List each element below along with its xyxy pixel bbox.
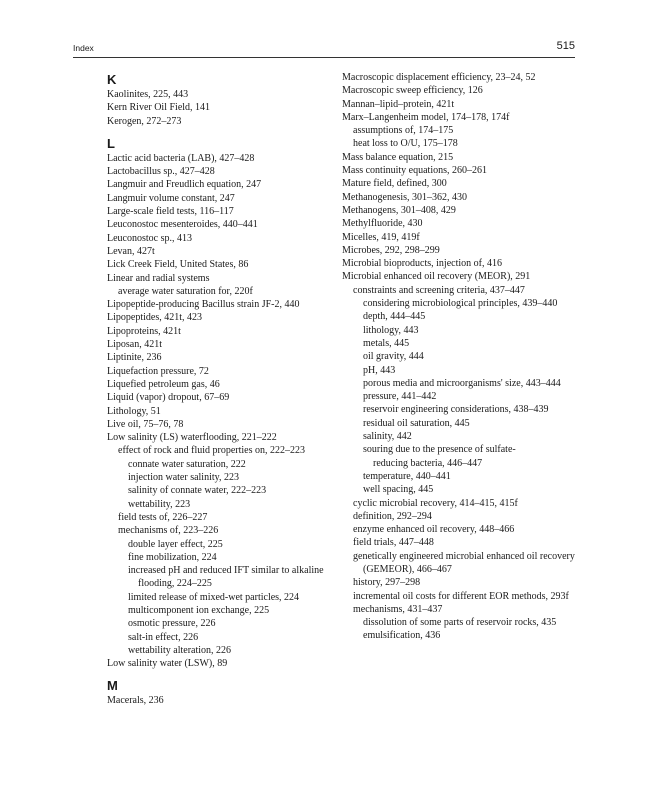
index-entry: Kern River Oil Field, 141 bbox=[107, 102, 211, 114]
index-entry: Leuconostoc mesenteroides, 440–441 bbox=[107, 219, 258, 231]
index-subentry: osmotic pressure, 226 bbox=[128, 618, 216, 630]
index-subentry: effect of rock and fluid properties on, 222–223 bbox=[118, 445, 305, 457]
running-head bbox=[73, 40, 575, 56]
index-subentry: field tests of, 226–227 bbox=[118, 511, 208, 523]
index-subentry: emulsification, 436 bbox=[363, 630, 441, 642]
header-rule bbox=[73, 57, 575, 58]
index-subentry: limited release of mixed-wet particles, 224 bbox=[128, 591, 300, 603]
index-entry: Mannan–lipid–protein, 421t bbox=[342, 98, 455, 110]
index-entry: Lactic acid bacteria (LAB), 427–428 bbox=[107, 152, 255, 164]
index-subentry: reservoir engineering considerations, 438–439 bbox=[363, 404, 549, 416]
index-entry: Large-scale field tests, 116–117 bbox=[107, 206, 234, 218]
index-subentry: porous media and microorganisms' size, 443–444 bbox=[363, 377, 561, 389]
index-subentry: salt-in effect, 226 bbox=[128, 631, 199, 643]
index-subentry: genetically engineered microbial enhanced oil recovery (GEMEOR), 466–467 bbox=[353, 550, 575, 575]
index-subentry: constraints and screening criteria, 437–447 bbox=[353, 284, 525, 296]
index-subentry: multicomponent ion exchange, 225 bbox=[128, 604, 270, 616]
index-subentry: mechanisms of, 223–226 bbox=[118, 525, 219, 537]
index-subentry: well spacing, 445 bbox=[363, 484, 434, 496]
index-entry: Live oil, 75–76, 78 bbox=[107, 418, 184, 430]
index-subentry: dissolution of some parts of reservoir rocks, 435 bbox=[363, 617, 557, 629]
index-letter-heading: K bbox=[107, 72, 117, 87]
index-subentry: increased pH and reduced IFT similar to alkaline flooding, 224–225 bbox=[128, 565, 324, 590]
index-subentry: enzyme enhanced oil recovery, 448–466 bbox=[353, 524, 515, 536]
index-entry: Mature field, defined, 300 bbox=[342, 178, 447, 190]
index-entry: Langmuir and Freudlich equation, 247 bbox=[107, 179, 262, 191]
index-entry: Lick Creek Field, United States, 86 bbox=[107, 259, 249, 271]
index-entry: Microbes, 292, 298–299 bbox=[342, 244, 440, 256]
index-subentry: assumptions of, 174–175 bbox=[353, 125, 454, 137]
index-subentry: history, 297–298 bbox=[353, 577, 421, 589]
index-subentry: field trials, 447–448 bbox=[353, 537, 434, 549]
index-entry: Liquefaction pressure, 72 bbox=[107, 365, 209, 377]
index-entry: Low salinity (LS) waterflooding, 221–222 bbox=[107, 432, 277, 444]
index-entry: Macroscopic sweep efficiency, 126 bbox=[342, 85, 483, 97]
index-entry: Micelles, 419, 419f bbox=[342, 231, 420, 243]
index-subentry: double layer effect, 225 bbox=[128, 538, 223, 550]
index-subentry: pressure, 441–442 bbox=[363, 391, 437, 403]
index-entry: Macerals, 236 bbox=[107, 695, 164, 707]
index-entry: Mass continuity equations, 260–261 bbox=[342, 165, 487, 177]
index-subentry: salinity of connate water, 222–223 bbox=[128, 485, 267, 497]
index-entry: Marx–Langenheim model, 174–178, 174f bbox=[342, 111, 510, 123]
index-entry: Mass balance equation, 215 bbox=[342, 151, 454, 163]
index-entry: Linear and radial systems bbox=[107, 272, 210, 284]
index-column-left bbox=[107, 71, 343, 708]
index-entry: Methylfluoride, 430 bbox=[342, 218, 423, 230]
index-subentry: mechanisms, 431–437 bbox=[353, 603, 443, 615]
index-entry: Low salinity water (LSW), 89 bbox=[107, 658, 228, 670]
index-subentry: oil gravity, 444 bbox=[363, 351, 424, 363]
index-entry: Liptinite, 236 bbox=[107, 352, 162, 364]
index-entry: Liposan, 421t bbox=[107, 339, 162, 351]
index-subentry: depth, 444–445 bbox=[363, 311, 426, 323]
index-subentry: temperature, 440–441 bbox=[363, 470, 451, 482]
index-subentry: wettability alteration, 226 bbox=[128, 644, 232, 656]
index-entry: Liquid (vapor) dropout, 67–69 bbox=[107, 392, 230, 404]
index-subentry: residual oil saturation, 445 bbox=[363, 417, 470, 429]
index-entry: Lipopeptides, 421t, 423 bbox=[107, 312, 202, 324]
index-subentry: metals, 445 bbox=[363, 337, 410, 349]
index-subentry: cyclic microbial recovery, 414–415, 415f bbox=[353, 497, 518, 509]
index-entry: Lithology, 51 bbox=[107, 405, 161, 417]
index-subentry: heat loss to O/U, 175–178 bbox=[353, 138, 458, 150]
index-subentry: lithology, 443 bbox=[363, 324, 419, 336]
index-entry: Macroscopic displacement efficiency, 23–24, 52 bbox=[342, 72, 536, 83]
index-entry: Methanogenesis, 301–362, 430 bbox=[342, 191, 467, 203]
index-subentry: pH, 443 bbox=[363, 364, 396, 376]
index-subentry: salinity, 442 bbox=[363, 431, 412, 443]
index-entry: Liquefied petroleum gas, 46 bbox=[107, 378, 220, 390]
index-entry: Microbial bioproducts, injection of, 416 bbox=[342, 258, 502, 270]
index-entry: Lipoproteins, 421t bbox=[107, 325, 181, 337]
page-number: 515 bbox=[556, 40, 575, 52]
index-entry: Leuconostoc sp., 413 bbox=[107, 232, 192, 244]
section-title: Index bbox=[73, 43, 94, 53]
index-subentry: injection water salinity, 223 bbox=[128, 472, 239, 484]
index-subentry: definition, 292–294 bbox=[353, 510, 432, 522]
index-entry: Levan, 427t bbox=[107, 245, 155, 257]
index-subentry: reducing bacteria, 446–447 bbox=[373, 457, 483, 469]
index-subentry: considering microbiological principles, 439–440 bbox=[363, 298, 558, 310]
index-subentry: wettability, 223 bbox=[128, 498, 191, 510]
index-letter-heading: L bbox=[107, 135, 115, 151]
index-subentry: connate water saturation, 222 bbox=[128, 458, 246, 470]
index-entry: Lipopeptide-producing Bacillus strain JF-2, 440 bbox=[107, 299, 300, 311]
index-entry: Langmuir volume constant, 247 bbox=[107, 192, 235, 204]
index-entry: Lactobacillus sp., 427–428 bbox=[107, 166, 215, 178]
index-entry: Microbial enhanced oil recovery (MEOR), 291 bbox=[342, 271, 531, 283]
index-subentry: average water saturation for, 220f bbox=[118, 285, 253, 297]
index-subentry: fine mobilization, 224 bbox=[128, 551, 217, 563]
index-subentry: souring due to the presence of sulfate- bbox=[363, 444, 516, 456]
index-entry: Kerogen, 272–273 bbox=[107, 115, 182, 127]
index-column-right bbox=[342, 71, 578, 643]
index-letter-heading: M bbox=[107, 678, 118, 694]
index-subentry: incremental oil costs for different EOR methods, 293f bbox=[353, 590, 569, 602]
index-entry: Methanogens, 301–408, 429 bbox=[342, 204, 456, 216]
index-entry: Kaolinites, 225, 443 bbox=[107, 89, 189, 100]
